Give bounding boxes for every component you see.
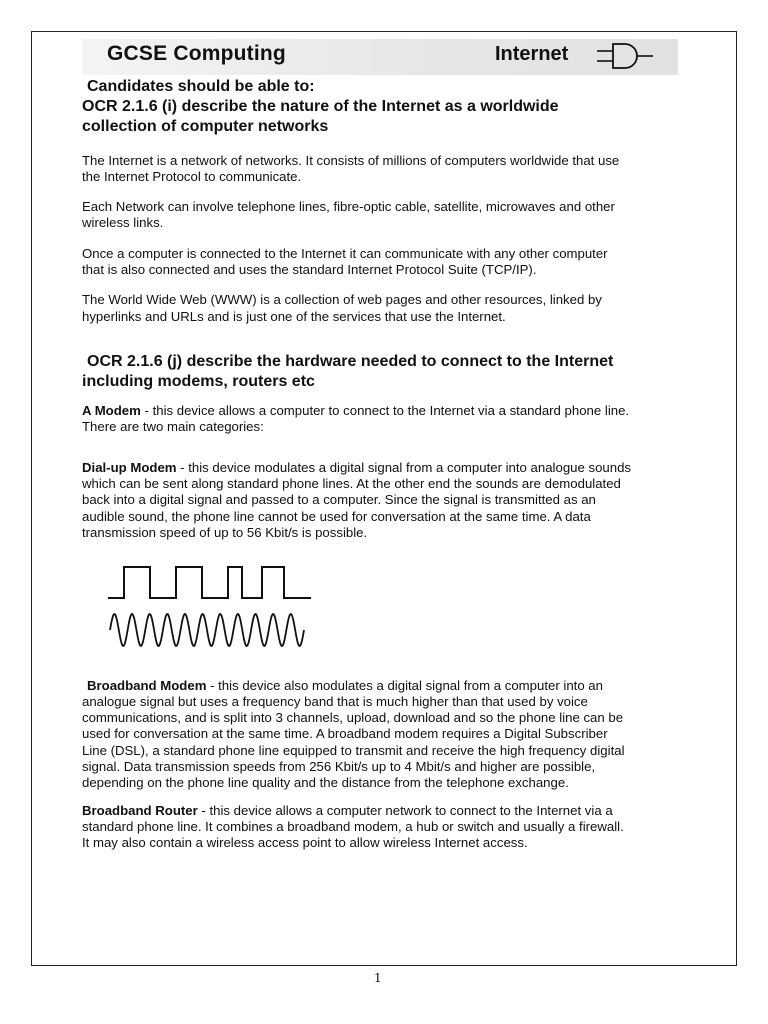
paragraph-line: audible sound, the phone line cannot be used for conversation at the same time. A data [82,508,591,524]
signal-diagram [106,553,316,653]
paragraph-line: the Internet Protocol to communicate. [82,169,302,185]
term-broadband-modem: Broadband Modem [87,678,207,693]
paragraph-line: Once a computer is connected to the Internet it can communicate with any other computer [82,246,608,261]
paragraph-broadband-modem-body [82,694,682,791]
term-modem: A Modem [82,403,141,418]
paragraph-line: There are two main categories: [82,419,264,435]
paragraph-line: wireless links. [82,215,164,231]
paragraph-line: transmission speed of up to 56 Kbit/s is possible. [82,524,368,540]
paragraph-line: hyperlinks and URLs and is just one of the services that use the Internet. [82,309,506,325]
candidates-lead: Candidates should be able to: [87,78,315,95]
paragraph-broadband-modem [87,678,687,694]
paragraph-www [82,292,682,325]
paragraph-line: communications, and is split into 3 channels, upload, download and so the phone line can be [82,710,624,726]
paragraph-line: Each Network can involve telephone lines, fibre-optic cable, satellite, microwaves and other [82,199,615,214]
paragraph-line: used for conversation at the same time. A broadband modem requires a Digital Subscriber [82,726,608,742]
paragraph-text: - this device allows a computer to connect to the Internet via a standard phone line. [140,403,630,418]
term-dialup-modem: Dial-up Modem [82,460,177,475]
paragraph-line [82,403,682,419]
paragraph-network-links [82,199,682,231]
paragraph-line: The World Wide Web (WWW) is a collection of web pages and other resources, linked by [82,292,602,307]
page-number: 1 [374,971,382,985]
section1-heading-line2: collection of computer networks [82,118,329,135]
paragraph-line [82,460,682,476]
paragraph-line: which can be sent along standard phone lines. At the other end the sounds are demodulated [82,476,621,492]
paragraph-line: Line (DSL), a standard phone line equipped to transmit and receive the high frequency digital [82,742,625,758]
paragraph-tcp-ip [82,246,682,278]
paragraph-line: that is also connected and uses the standard Internet Protocol Suite (TCP/IP). [82,262,537,278]
header-topic: Internet [495,43,569,65]
section2-heading-line2: including modems, routers etc [82,373,315,390]
paragraph-line: The Internet is a network of networks. It consists of millions of computers worldwide that use [82,153,620,168]
term-broadband-router: Broadband Router [82,803,198,818]
paragraph-text: - this device modulates a digital signal from a computer into analogue sounds [176,460,632,475]
paragraph-network-of-networks [82,153,682,185]
section2-heading-line1: OCR 2.1.6 (j) describe the hardware needed to connect to the Internet [87,353,614,370]
header-title: GCSE Computing [107,42,286,65]
section1-heading-line1: OCR 2.1.6 (i) describe the nature of the Internet as a worldwide [82,98,559,115]
paragraph-line: standard phone line. It combines a broadband modem, a hub or switch and usually a firewall. [82,819,624,835]
paragraph-dialup-modem [82,460,682,541]
paragraph-modem [82,403,682,435]
paragraph-line: signal. Data transmission speeds from 256 Kbit/s up to 4 Mbit/s and higher are possible, [82,758,596,774]
digital-waveform [108,567,311,598]
analogue-waveform [110,614,304,646]
paragraph-line [87,678,687,694]
paragraph-line [82,803,682,819]
paragraph-line: back into a digital signal and passed to a computer. Since the signal is transmitted as an [82,492,596,508]
paragraph-text: - this device allows a computer network to connect to the Internet via a [197,803,613,818]
paragraph-text: - this device also modulates a digital signal from a computer into an [206,678,603,693]
paragraph-line: depending on the phone line quality and the distance from the telephone exchange. [82,775,569,791]
paragraph-broadband-router [82,803,682,852]
and-gate-icon [595,40,655,72]
paragraph-line: It may also contain a wireless access point to allow wireless Internet access. [82,835,528,851]
paragraph-line: analogue signal but uses a frequency band that is much higher than that used by voice [82,694,588,709]
